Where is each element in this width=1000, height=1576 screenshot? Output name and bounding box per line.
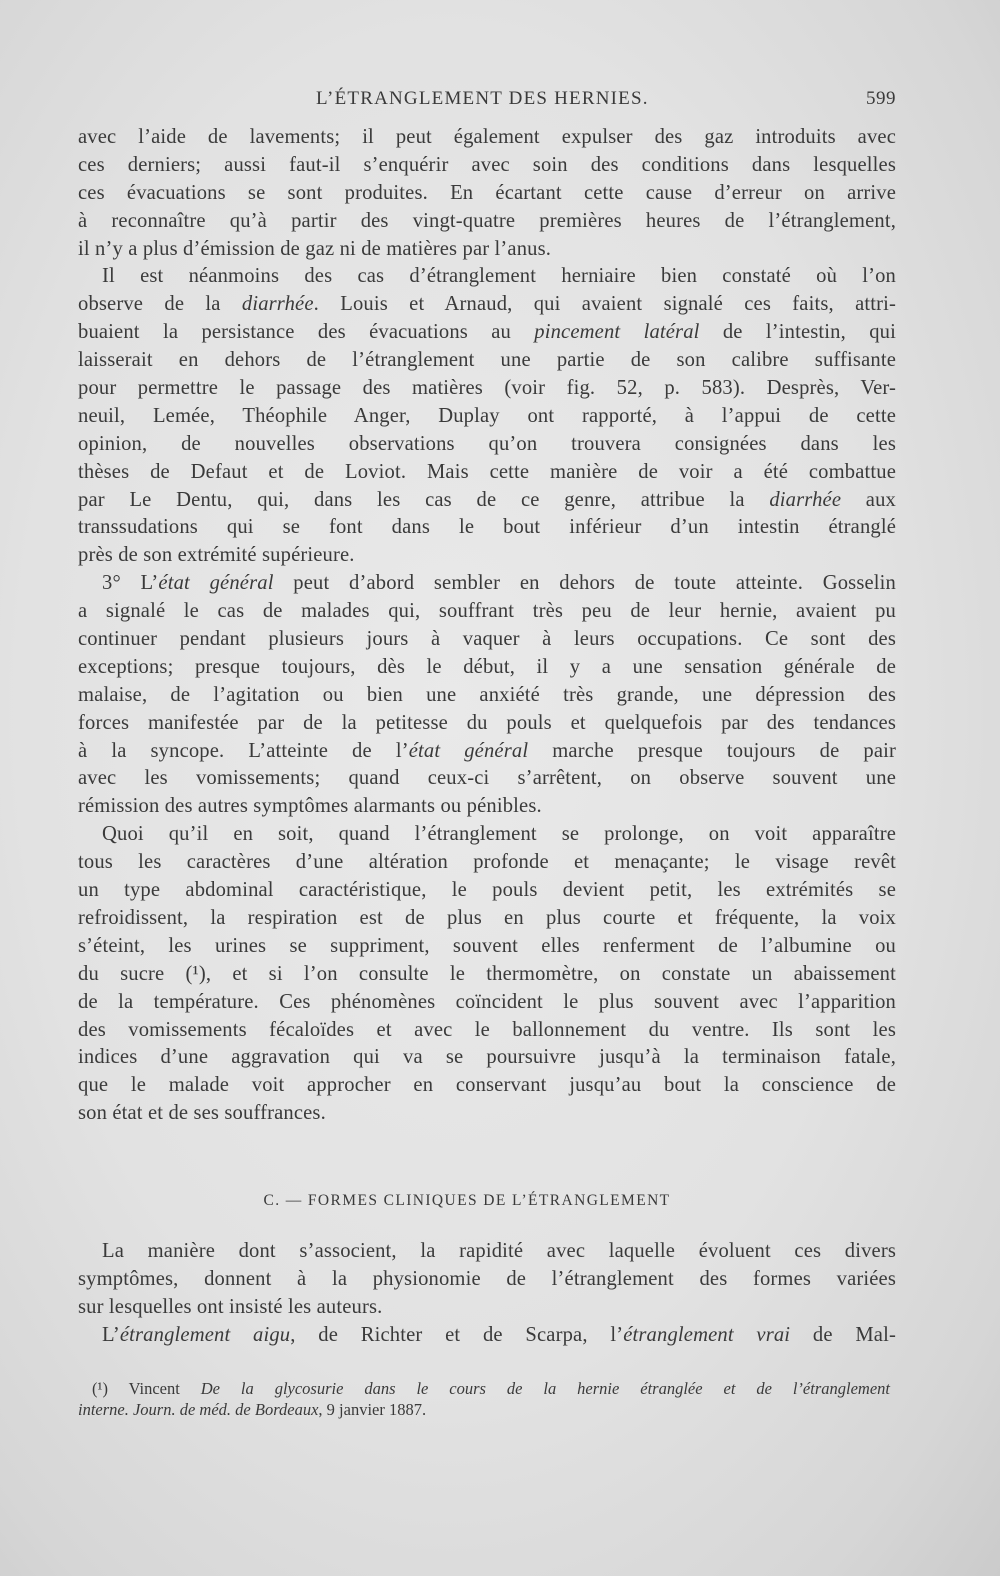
text-line: forces manifestée par de la petitesse du pouls et quelquefois par des tendances xyxy=(78,711,896,734)
running-title: L’ÉTRANGLEMENT DES HERNIES. xyxy=(316,88,649,109)
body-text xyxy=(78,124,896,1128)
text-line: exceptions; presque toujours, dès le début, il y a une sensation générale de xyxy=(78,655,896,678)
text-line: il n’y a plus d’émission de gaz ni de matières par l’anus. xyxy=(78,237,552,260)
text-line: continuer pendant plusieurs jours à vaquer à leurs occupations. Ce sont des xyxy=(78,628,896,651)
page-number: 599 xyxy=(866,88,896,109)
text-line: tous les caractères d’une altération profonde et menaçante; le visage revêt xyxy=(78,851,896,874)
text-line: laisserait en dehors de l’étranglement une partie de son calibre suffisante xyxy=(78,349,896,372)
text-line: transsudations qui se font dans le bout inférieur d’un intestin étranglé xyxy=(78,516,896,539)
text-line: Il est néanmoins des cas d’étranglement herniaire bien constaté où l’on xyxy=(102,265,896,288)
text-line: malaise, de l’agitation ou bien une anxiété très grande, une dépression des xyxy=(78,683,896,706)
text-line: de la température. Ces phénomènes coïncident le plus souvent avec l’apparition xyxy=(78,990,896,1013)
text-line: son état et de ses souffrances. xyxy=(78,1102,326,1125)
text-line: observe de la diarrhée. Louis et Arnaud, qui avaient signalé ces faits, attri- xyxy=(78,293,896,316)
text-line: du sucre (¹), et si l’on consulte le thermomètre, on constate un abaissement xyxy=(78,962,896,985)
text-line: s’éteint, les urines se suppriment, souvent elles renferment de l’albumine ou xyxy=(78,934,896,957)
text-line: avec les vomissements; quand ceux-ci s’arrêtent, on observe souvent une xyxy=(78,767,896,790)
text-line: ces évacuations se sont produites. En écartant cette cause d’erreur on arrive xyxy=(78,181,896,204)
text-line: indices d’une aggravation qui va se poursuivre jusqu’à la terminaison fatale, xyxy=(78,1046,896,1069)
text-line: buaient la persistance des évacuations au pincement latéral de l’intestin, qui xyxy=(78,321,896,344)
text-line: La manière dont s’associent, la rapidité avec laquelle évoluent ces divers xyxy=(102,1240,896,1262)
footnote xyxy=(78,1378,890,1420)
text-line: symptômes, donnent à la physionomie de l’étranglement des formes variées xyxy=(78,1267,896,1290)
text-line: opinion, de nouvelles observations qu’on trouvera consignées dans les xyxy=(78,432,896,455)
text-line: L’étranglement aigu, de Richter et de Scarpa, l’étranglement vrai de Mal- xyxy=(102,1323,896,1346)
section-body-text xyxy=(78,1238,896,1350)
text-line: des vomissements fécaloïdes et avec le ballonnement du ventre. Ils sont les xyxy=(78,1018,896,1041)
footnote-line: (¹) Vincent De la glycosurie dans le cours de la hernie étranglée et de l’étranglement xyxy=(92,1379,890,1398)
text-line: par Le Dentu, qui, dans les cas de ce genre, attribue la diarrhée aux xyxy=(78,488,896,511)
text-line: refroidissent, la respiration est de plus en plus courte et fréquente, la voix xyxy=(78,906,896,929)
text-line: un type abdominal caractéristique, le pouls devient petit, les extrémités se xyxy=(78,879,896,902)
text-line: neuil, Lemée, Théophile Anger, Duplay ont rapporté, à l’appui de cette xyxy=(78,404,896,427)
text-line: près de son extrémité supérieure. xyxy=(78,544,355,567)
text-line: avec l’aide de lavements; il peut également expulser des gaz introduits avec xyxy=(78,126,896,148)
text-line: rémission des autres symptômes alarmants ou pénibles. xyxy=(78,795,542,818)
running-head xyxy=(78,88,896,114)
footnote-line: interne. Journ. de méd. de Bordeaux, 9 janvier 1887. xyxy=(78,1400,427,1419)
section-heading: C. — FORMES CLINIQUES DE L’ÉTRANGLEMENT xyxy=(263,1192,671,1209)
text-line: sur lesquelles ont insisté les auteurs. xyxy=(78,1295,383,1318)
text-line: ces derniers; aussi faut-il s’enquérir avec soin des conditions dans lesquelles xyxy=(78,153,896,176)
text-line: à reconnaître qu’à partir des vingt-quatre premières heures de l’étranglement, xyxy=(78,209,896,232)
text-line: thèses de Defaut et de Loviot. Mais cette manière de voir a été combattue xyxy=(78,460,896,483)
text-line: que le malade voit approcher en conservant jusqu’au bout la conscience de xyxy=(78,1074,896,1097)
text-line: a signalé le cas de malades qui, souffrant très peu de leur hernie, avaient pu xyxy=(78,600,896,623)
text-line: 3° L’état général peut d’abord sembler en dehors de toute atteinte. Gosselin xyxy=(102,572,896,595)
text-line: Quoi qu’il en soit, quand l’étranglement se prolonge, on voit apparaître xyxy=(102,823,896,846)
text-line: à la syncope. L’atteinte de l’état général marche presque toujours de pair xyxy=(78,739,897,762)
text-line: pour permettre le passage des matières (voir fig. 52, p. 583). Desprès, Ver- xyxy=(78,377,896,400)
